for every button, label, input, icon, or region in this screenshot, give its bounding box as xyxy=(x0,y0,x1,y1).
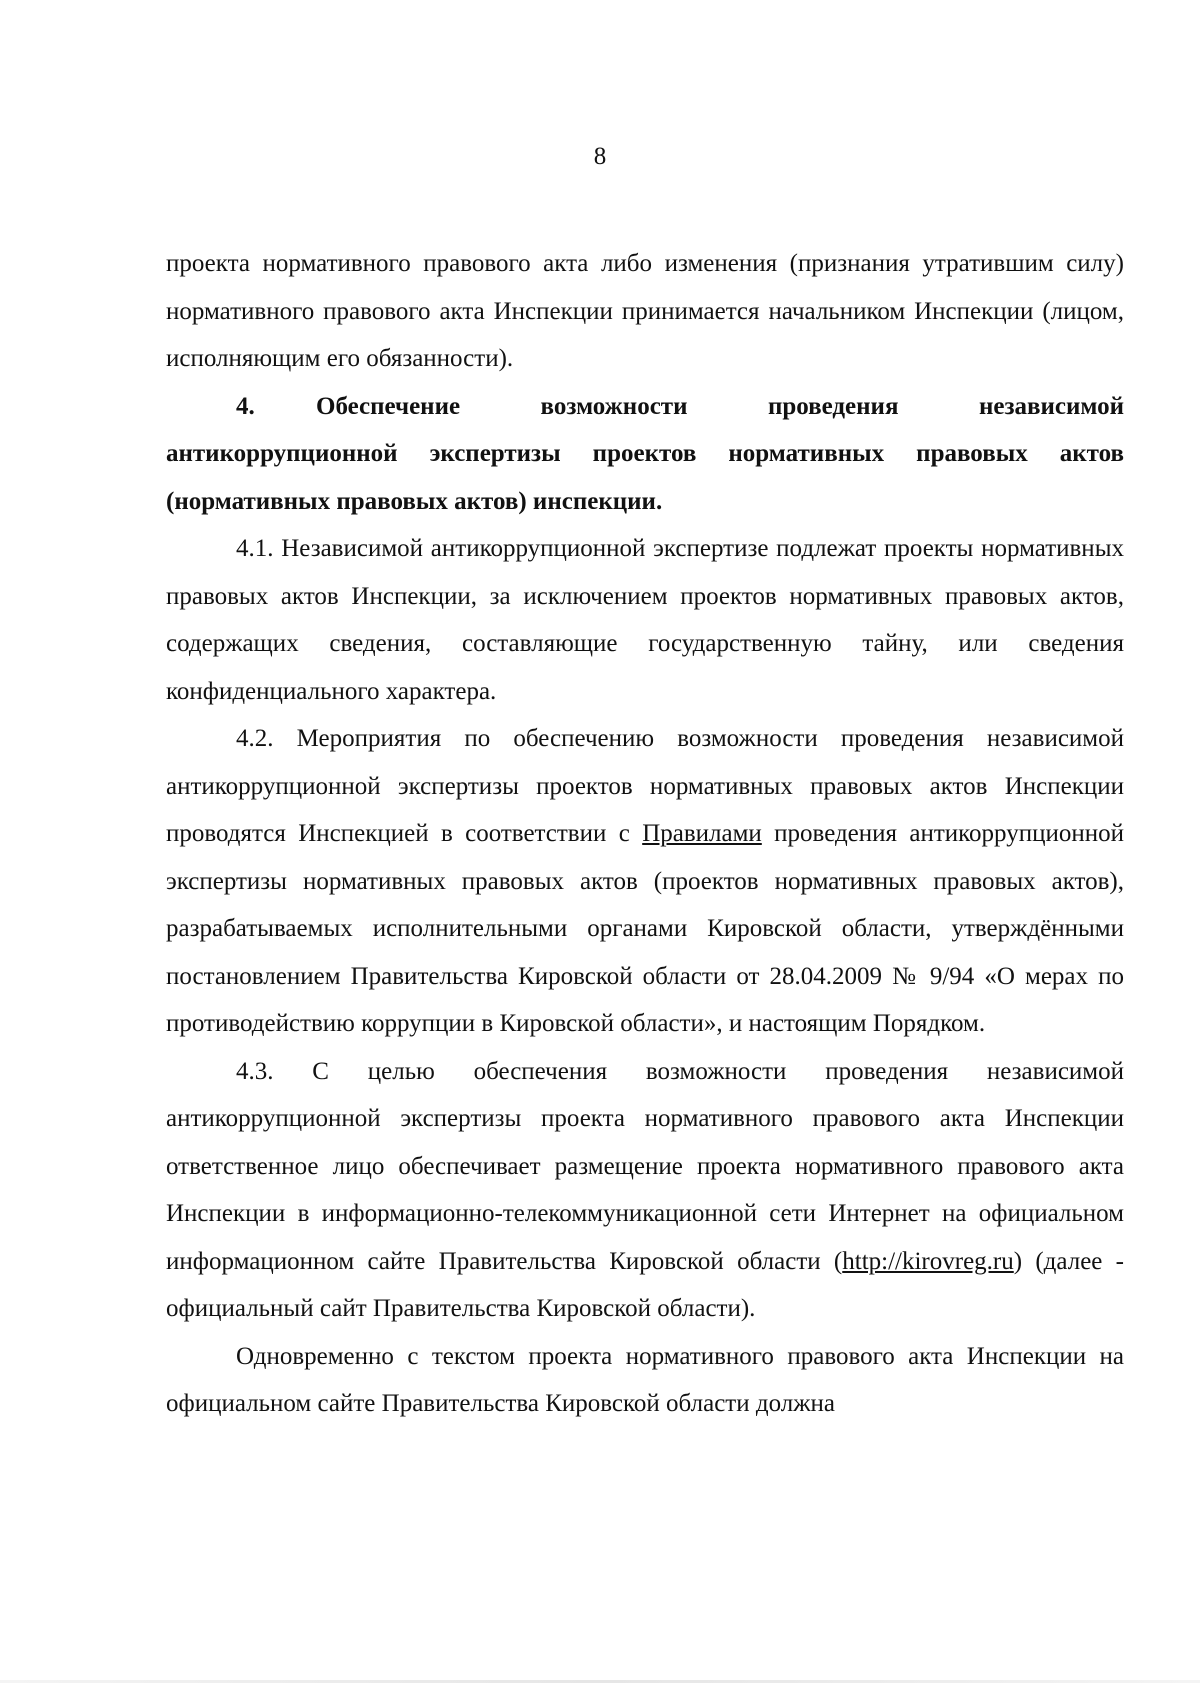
paragraph-4-3-text-end: ) (далее - официальный сайт Правительства Кировской области). xyxy=(166,1247,1124,1322)
paragraph-4-2 xyxy=(166,715,1124,1048)
paragraph-simultaneously: Одновременно с текстом проекта нормативного правового акта Инспекции на официальном сайте Правительства Кировской области должна xyxy=(166,1342,1124,1417)
section-title: Обеспечение возможности проведения независимой антикоррупционной экспертизы проектов нормативных правовых актов (нормативных правовых актов) инспекции. xyxy=(166,392,1124,515)
paragraph-continuation: проекта нормативного правового акта либо изменения (признания утратившим силу) нормативного правового акта Инспекции принимается начальником Инспекции (лицом, исполняющим его обязанности). xyxy=(166,250,1124,372)
section-number: 4. xyxy=(236,392,255,420)
rules-link[interactable]: Правилами xyxy=(642,820,762,847)
scan-edge xyxy=(0,1680,1200,1683)
paragraph-4-2-text-end: проведения антикоррупционной экспертизы нормативных правовых актов (проектов нормативных правовых актов), разрабатываемых исполнительными органами Кировской области, утверждёнными постановлением Правительства Кировской области от 28.04.2009 № 9/94 «О мерах по противодействию коррупции в Кировской области», и настоящим Порядком. xyxy=(166,820,1124,1037)
paragraph-4-3 xyxy=(166,1048,1124,1333)
paragraph-4-1: 4.1. Независимой антикоррупционной экспертизе подлежат проекты нормативных правовых актов Инспекции, за исключением проектов нормативных правовых актов, содержащих сведения, составляющие государственную тайну, или сведения конфиденциального характера. xyxy=(166,535,1124,705)
page-number: 8 xyxy=(593,143,607,170)
paragraph-4-2-text-start: 4.2. Мероприятия по обеспечению возможности проведения независимой антикоррупционной экспертизы проектов нормативных правовых актов Инспекции проводятся Инспекцией в соответствии с xyxy=(166,725,1124,847)
document-body xyxy=(166,240,1124,1428)
section-heading xyxy=(166,383,1124,526)
paragraph-4-3-text-start: 4.3. С целью обеспечения возможности проведения независимой антикоррупционной экспертизы проекта нормативного правового акта Инспекции ответственное лицо обеспечивает размещение проекта нормативного правового акта Инспекции в информационно-телекоммуникационной сети Интернет на официальном информационном сайте Правительства Кировской области ( xyxy=(166,1057,1124,1275)
website-link[interactable]: http://kirovreg.ru xyxy=(842,1247,1014,1275)
